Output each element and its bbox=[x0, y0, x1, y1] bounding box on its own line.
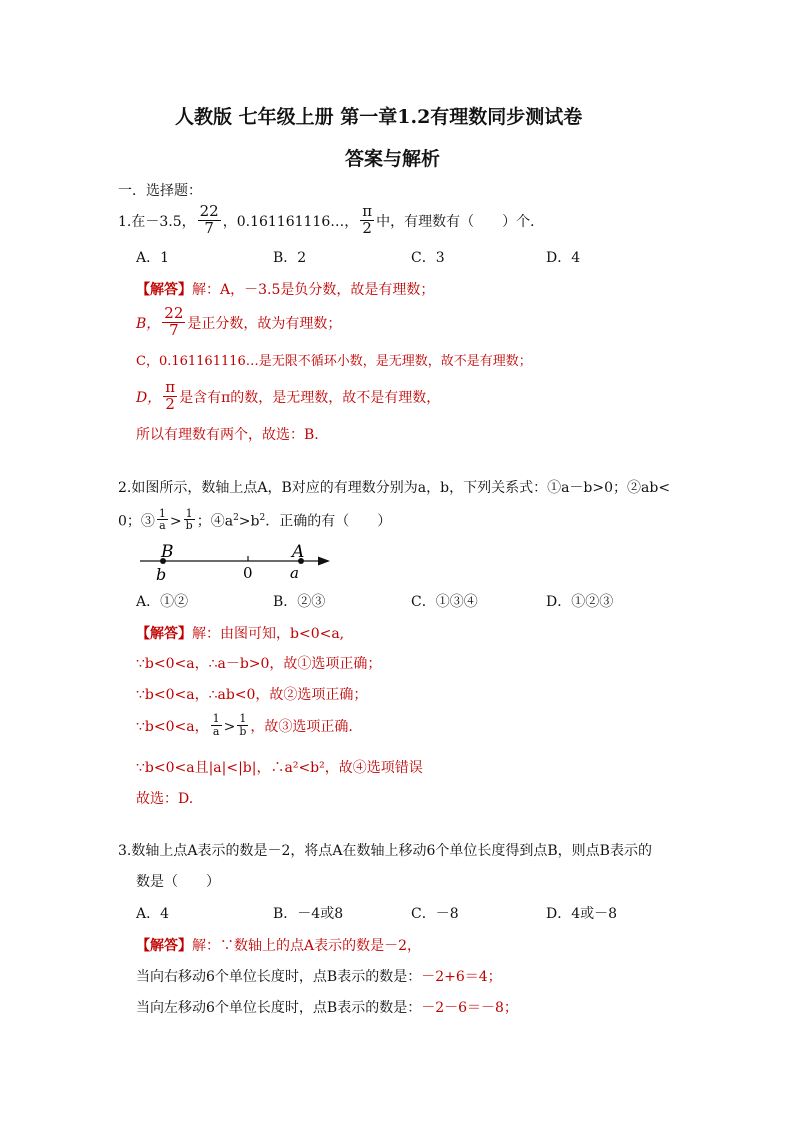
q1-fraction-22-7: $\frac{22}{7}$ bbox=[199, 201, 219, 237]
q1-stem-part: 1.在－3.5， bbox=[118, 214, 196, 230]
q2-fraction-1-a: $\frac{1}{a}$ bbox=[158, 506, 166, 533]
q3-answer-line1: 【解答】解：∵数轴上的点A表示的数是－2， bbox=[136, 938, 422, 954]
q3-option-d: D．4或－8 bbox=[546, 906, 618, 922]
q2-answer-line5: ∵b<0<a且|a|<|b|，∴a²<b²，故④选项错误 bbox=[136, 760, 423, 776]
q1-stem-part: ，0.161161116…， bbox=[222, 214, 359, 230]
q3-stem-line2: 数是（ ） bbox=[136, 874, 220, 890]
q2-option-c: C．①③④ bbox=[411, 594, 478, 610]
q1-option-a: A．1 bbox=[136, 250, 170, 266]
q1-stem-part: 中，有理数有（ ）个． bbox=[376, 214, 545, 230]
zero-label: 0 bbox=[243, 564, 253, 582]
q1-option-b: B．2 bbox=[273, 250, 307, 266]
q2-answer-line3: ∵b<0<a，∴ab<0，故②选项正确； bbox=[136, 687, 368, 703]
q1-option-d: D．4 bbox=[546, 250, 581, 266]
q2-answer-line6: 故选：D. bbox=[136, 791, 194, 807]
answer-tag: 【解答】 bbox=[136, 626, 192, 642]
number-line-figure bbox=[130, 540, 340, 585]
q2-answer-line2: ∵b<0<a，∴a－b>0，故①选项正确； bbox=[136, 656, 382, 672]
point-b-label: B bbox=[161, 542, 174, 562]
section-label: 一．选择题： bbox=[118, 183, 202, 199]
q2-answer-fraction-1-b: $\frac{1}{b}$ bbox=[239, 711, 247, 738]
axis-arrow-icon bbox=[318, 557, 330, 566]
q1-fraction-pi-2: $\frac{\pi}{2}$ bbox=[362, 201, 373, 237]
q2-answer-text: 解：由图可知，b<0<a, bbox=[192, 626, 345, 642]
answer-tag: 【解答】 bbox=[136, 282, 192, 298]
q1-answer-fraction-pi-2: $\frac{\pi}{2}$ bbox=[165, 377, 176, 413]
q1-answer-line3: C，0.161161116…是无限不循环小数，是无理数，故不是有理数； bbox=[136, 354, 532, 369]
q2-fraction-1-b: $\frac{1}{b}$ bbox=[185, 506, 193, 533]
q2-option-d: D．①②③ bbox=[546, 594, 614, 610]
q3-answer-line2: 当向右移动6个单位长度时，点B表示的数是：－2+6＝4； bbox=[136, 969, 502, 985]
q2-answer-fraction-1-a: $\frac{1}{a}$ bbox=[212, 711, 220, 738]
q2-stem-line2: 0；③ $\frac{1}{a}$ > $\frac{1}{b}$ ；$④a^2>b^2$．正确的有（ ） bbox=[118, 506, 392, 533]
q1-stem bbox=[118, 201, 545, 240]
q1-answer-line5: 所以有理数有两个，故选：B. bbox=[136, 427, 319, 443]
q1-option-c: C．3 bbox=[411, 250, 445, 266]
q2-answer-line1 bbox=[136, 627, 344, 641]
q2-option-a: A．①② bbox=[136, 594, 189, 610]
q1-answer-line2: B， $\frac{22}{7}$ 是正分数，故为有理数； bbox=[136, 303, 342, 339]
q3-option-c: C．－8 bbox=[411, 906, 459, 922]
value-a-label: a bbox=[290, 564, 299, 582]
point-a-label: A bbox=[292, 542, 305, 562]
q3-answer-line3: 当向左移动6个单位长度时，点B表示的数是：－2－6＝－8； bbox=[136, 1000, 518, 1016]
q1-answer-fraction-22-7: $\frac{22}{7}$ bbox=[164, 303, 184, 339]
q2-stem-line1: 2.如图所示，数轴上点A，B对应的有理数分别为a，b，下列关系式：①a－b>0；②ab< bbox=[118, 480, 671, 496]
q1-answer-line1 bbox=[136, 283, 434, 297]
q2-option-b: B．②③ bbox=[273, 594, 326, 610]
q3-option-b: B．－4或8 bbox=[273, 906, 344, 922]
q1-answer-text: 解：A，－3.5是负分数，故是有理数； bbox=[192, 282, 435, 298]
q2-answer-line4: ∵b<0<a， $\frac{1}{a}$ > $\frac{1}{b}$ ，故③选项正确. bbox=[136, 711, 353, 738]
answer-tag: 【解答】 bbox=[136, 938, 192, 954]
value-b-label: b bbox=[156, 565, 167, 584]
document-subtitle: 答案与解析 bbox=[345, 148, 441, 170]
document-title: 人教版 七年级上册 第一章1.2有理数同步测试卷 bbox=[175, 106, 583, 128]
q3-option-a: A．4 bbox=[136, 906, 170, 922]
q1-answer-line4: D， $\frac{\pi}{2}$ 是含有π的数，是无理数，故不是有理数， bbox=[136, 377, 441, 413]
q3-stem-line1: 3.数轴上点A表示的数是－2，将点A在数轴上移动6个单位长度得到点B，则点B表示的 bbox=[118, 843, 652, 859]
